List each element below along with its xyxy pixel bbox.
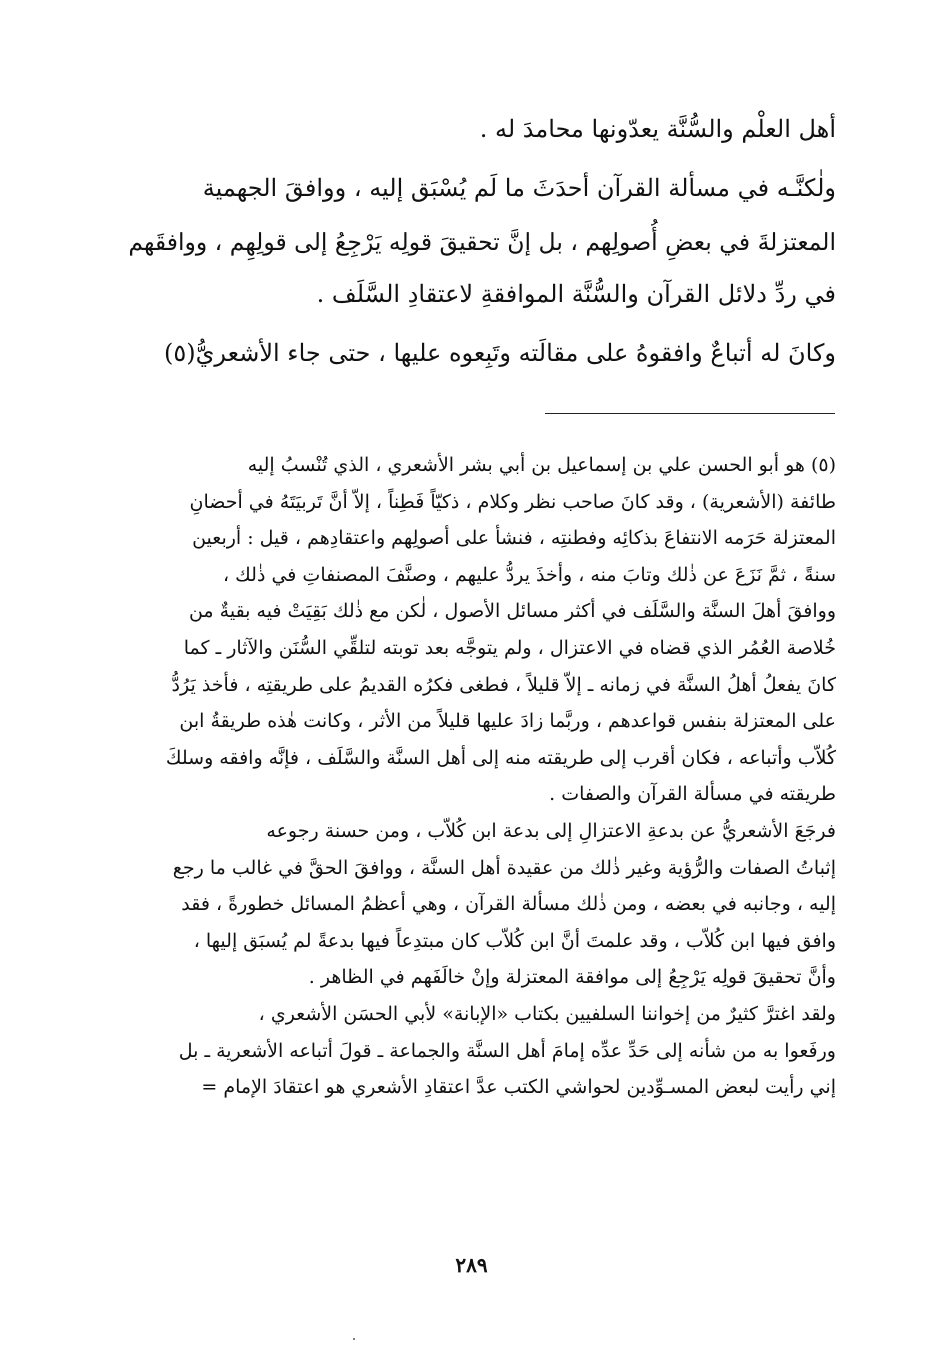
footnote-separator bbox=[545, 413, 835, 414]
main-line: المعتزلةَ في بعضِ أُصولِهم ، بل إنَّ تحقيقَ قولِه يَرْجِعُ إلى قولِهِم ، ووافقَهم bbox=[128, 228, 836, 256]
footnote-line: فرجَعَ الأشعريُّ عن بدعةِ الاعتزالِ إلى بدعة ابن كُلاّب ، ومن حسنة رجوعه bbox=[266, 819, 836, 842]
footnote-line: طائفة (الأشعرية) ، وقد كانَ صاحب نظر وكلام ، ذكيّاً فَطِناً ، إلاّ أنَّ تَربيَتَهُ في أحضانِ bbox=[189, 490, 836, 513]
main-text bbox=[118, 108, 836, 375]
page-number: ٢٨٩ bbox=[455, 1253, 488, 1277]
footnote-line: على المعتزلة بنفس قواعدهم ، وربَّما زادَ عليها قليلاً من الأثر ، وكانت هٰذه طريقةُ ابن bbox=[179, 710, 836, 733]
footnote-line: إليه ، وجانبه في بعضه ، ومن ذٰلك مسألة القرآن ، وهي أعظمُ المسائل خطورةً ، فقد bbox=[181, 893, 836, 916]
footnote-line: ولقد اغترَّ كثيرٌ من إخواننا السلفيين بكتاب «الإبانة» لأبي الحسَن الأشعري ، bbox=[258, 1002, 836, 1025]
footnote-line: (٥) هو أبو الحسن علي بن إسماعيل بن أبي بشر الأشعري ، الذي تُنْسبُ إليه bbox=[247, 454, 836, 476]
main-line: في ردِّ دلائل القرآن والسُّنَّة الموافقةِ لاعتقادِ السَّلَف . bbox=[316, 280, 836, 308]
footnote-line: ورفَعوا به من شأنه إلى حَدِّ عدِّه إمامَ أهل السنَّة والجماعة ـ قولَ أتباعه الأشعرية ـ بل bbox=[178, 1039, 836, 1062]
footnote-line: سنةً ، ثمَّ نَزَعَ عن ذٰلك وتابَ منه ، وأخذَ يردُّ عليهم ، وصنَّفَ المصنفاتِ في ذٰلك ، bbox=[223, 563, 836, 586]
main-line: ولٰكنَّـه في مسألة القرآن أحدَثَ ما لَم يُسْبَق إليه ، ووافقَ الجهمية bbox=[202, 174, 836, 202]
footnote-line: كانَ يفعلُ أهلُ السنَّة في زمانه ـ إلاّ قليلاً ، فطغى فكرُه القديمُ على طريقتِه ، فأخذ يَرُدُّ bbox=[171, 673, 836, 696]
footnote-line: ووافقَ أهلَ السنَّة والسَّلَف في أكثر مسائل الأصول ، لٰكن مع ذٰلك بَقِيَتْ فيه بقيةٌ من bbox=[188, 600, 836, 623]
footnote-line: طريقته في مسألة القرآن والصفات . bbox=[549, 783, 836, 806]
footnote-line: وافق فيها ابن كُلاّب ، وقد علمتَ أنَّ ابن كُلاّب كان مبتدِعاً فيها بدعةً لم يُسبَق إليها ، bbox=[193, 929, 836, 952]
main-line: أهل العلْم والسُّنَّة يعدّونها محامدَ له . bbox=[479, 115, 836, 143]
footnote-line: خُلاصة العُمُر الذي قضاه في الاعتزال ، ولم يتوجَّه بعد توبته لتلقِّي السُّنَن والآثار ـ كما bbox=[183, 636, 836, 659]
scan-speck bbox=[353, 1338, 355, 1340]
footnote-text bbox=[118, 447, 836, 1106]
main-line: وكانَ له أتباعٌ وافقوهُ على مقالَته وتَبِعوه عليها ، حتى جاء الأشعريُّ(٥) bbox=[163, 339, 836, 367]
footnote-line: إثباتُ الصفات والرُّؤية وغير ذٰلك من عقيدة أهل السنَّة ، ووافقَ الحقَّ في غالب ما رجع bbox=[172, 856, 836, 879]
footnote-line: إني رأيت لبعض المسـوِّدين لحواشي الكتب عدَّ اعتقادِ الأشعري هو اعتقادَ الإمام = bbox=[201, 1076, 836, 1099]
footnote-line: المعتزلة حَرَمه الانتفاعَ بذكائِه وفطنتِه ، فنشأ على أصولِهم واعتقادِهم ، قيل : أربعين bbox=[192, 527, 836, 550]
footnote-line: وأنَّ تحقيقَ قولِه يَرْجِعُ إلى موافقة المعتزلة وإنْ خالَفَهم في الظاهر . bbox=[308, 966, 836, 989]
footnote-line: كُلاّب وأتباعه ، فكان أقرب إلى طريقته منه إلى أهل السنَّة والسَّلَف ، فإنَّه وافقه وسلكَ bbox=[165, 746, 836, 769]
